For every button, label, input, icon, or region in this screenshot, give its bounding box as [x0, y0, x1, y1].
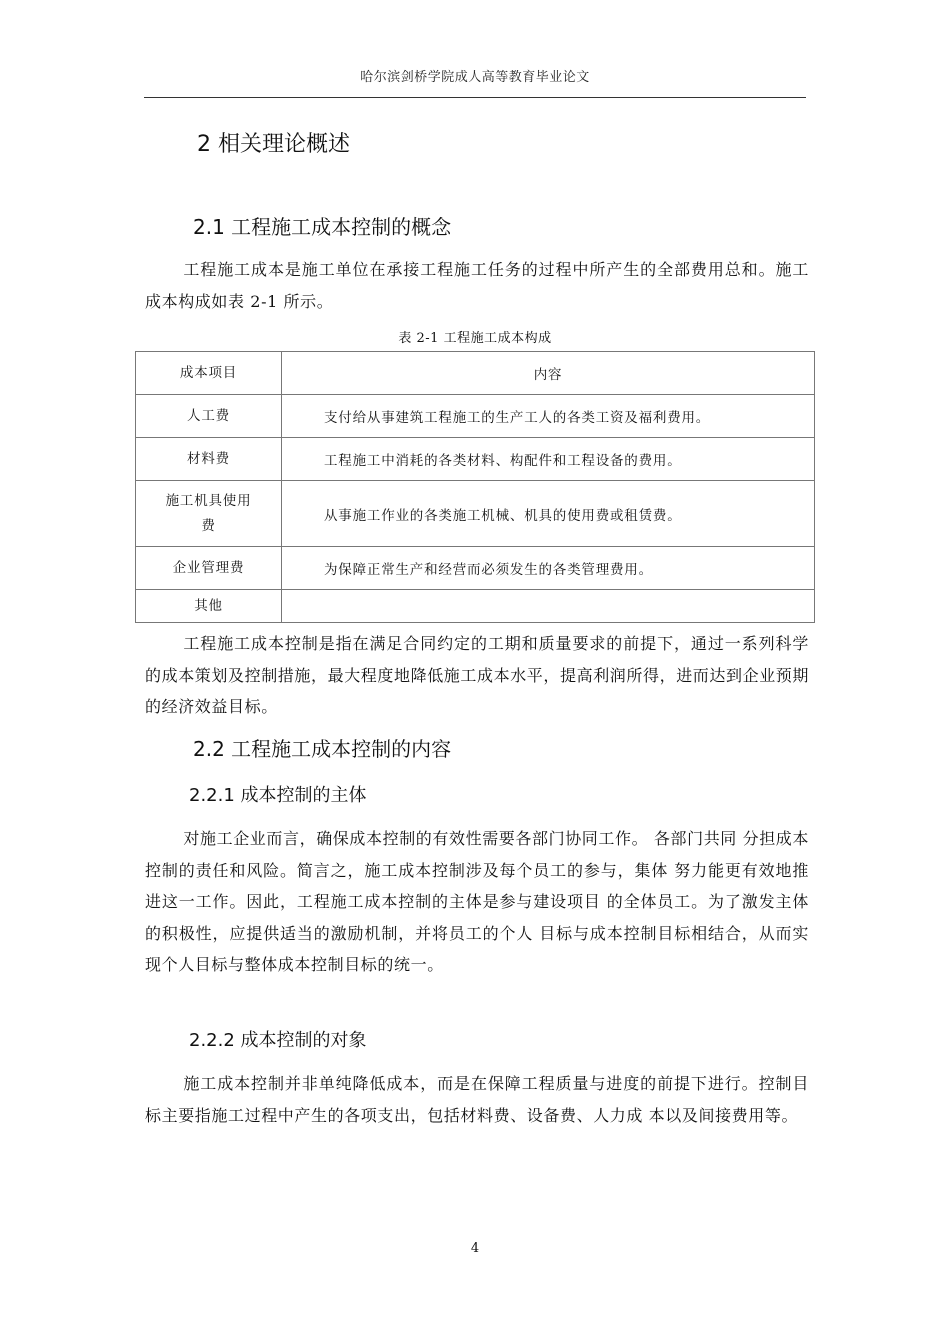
table-header-row [136, 352, 815, 395]
cost-control-definition-paragraph: 工程施工成本控制是指在满足合同约定的工期和质量要求的前提下，通过一系列科学的成本策划及控制措施，最大程度地降低施工成本水平，提高利润所得，进而达到企业预期的经济效益目标。 [145, 634, 810, 716]
table-row [136, 438, 815, 481]
row-item-cell: 人工费 [136, 395, 282, 438]
row-item-cell: 其他 [136, 590, 282, 623]
header-divider [144, 97, 806, 98]
row-item-cell: 施工机具使用费 [136, 481, 282, 547]
table-row [136, 547, 815, 590]
row-content-cell: 从事施工作业的各类施工机械、机具的使用费或租赁费。 [282, 481, 815, 547]
section-2-1-paragraph: 工程施工成本是施工单位在承接工程施工任务的过程中所产生的全部费用总和。施工成本构成如表 2-1 所示。 [145, 260, 809, 311]
page-number: 4 [470, 1241, 480, 1256]
table-row [136, 481, 815, 547]
header-cell-item: 成本项目 [136, 352, 282, 395]
running-header: 哈尔滨剑桥学院成人高等教育毕业论文 [360, 70, 590, 85]
section-2-2-1-paragraph: 对施工企业而言，确保成本控制的有效性需要各部门协同工作。 各部门共同 分担成本控制的责任和风险。简言之，施工成本控制涉及每个员工的参与，集体 努力能更有效地推进这一工作。因此，工程施工成本控制的主体是参与建设项目 的全体员工。为了激发主体的积极性，应提供适当的激励机制，并将员工的个人 目标与成本控制目标相结合，从而实现个人目标与整体成本控制目标的统一。 [145, 829, 809, 974]
cost-composition-table [135, 351, 815, 623]
row-content-cell: 支付给从事建筑工程施工的生产工人的各类工资及福利费用。 [282, 395, 815, 438]
row-item-cell: 材料费 [136, 438, 282, 481]
table-row [136, 395, 815, 438]
row-item-cell: 企业管理费 [136, 547, 282, 590]
row-content-cell [282, 590, 815, 623]
section-2-2-2-title: 2.2.2 成本控制的对象 [189, 1030, 367, 1051]
section-2-2-1-title: 2.2.1 成本控制的主体 [189, 785, 367, 806]
table-caption: 表 2-1 工程施工成本构成 [398, 331, 552, 346]
table-row [136, 590, 815, 623]
row-content-cell: 工程施工中消耗的各类材料、构配件和工程设备的费用。 [282, 438, 815, 481]
section-2-2-2-paragraph: 施工成本控制并非单纯降低成本，而是在保障工程质量与进度的前提下进行。控制目标主要指施工过程中产生的各项支出，包括材料费、设备费、人力成 本以及间接费用等。 [145, 1074, 809, 1125]
section-2-2-title: 2.2 工程施工成本控制的内容 [193, 737, 452, 761]
header-cell-content: 内容 [282, 352, 815, 395]
row-content-cell: 为保障正常生产和经营而必须发生的各类管理费用。 [282, 547, 815, 590]
chapter-title: 2 相关理论概述 [197, 132, 350, 157]
section-2-1-title: 2.1 工程施工成本控制的概念 [193, 215, 452, 239]
